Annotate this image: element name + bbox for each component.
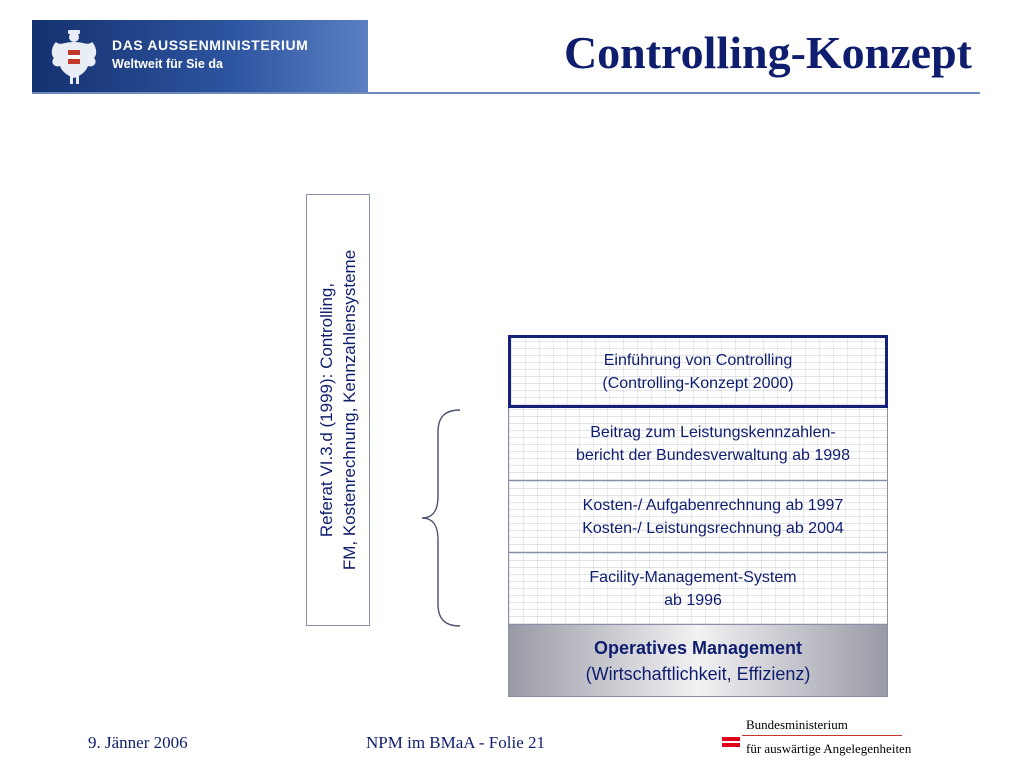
level-facility-management — [508, 553, 888, 625]
level-operative-management — [508, 625, 888, 697]
logo-tagline: Weltweit für Sie da — [112, 57, 223, 71]
footer-date: 9. Jänner 2006 — [88, 733, 188, 752]
department-label — [315, 200, 361, 620]
ministry-divider — [742, 735, 902, 736]
level-performance-indicators — [508, 408, 888, 481]
level-2-line1: Beitrag zum Leistungskennzahlen- — [590, 424, 836, 441]
department-label-line1: Referat VI.3.d (1999): Controlling, — [317, 282, 336, 538]
level-4-line2: ab 1996 — [664, 591, 722, 609]
level-2-line2: bericht der Bundesverwaltung ab 1998 — [576, 447, 850, 464]
department-label-box — [306, 194, 370, 626]
austrian-flag-icon — [722, 737, 740, 751]
level-4-line1: Facility-Management-System — [589, 568, 797, 586]
level-3-line2: Kosten-/ Leistungsrechnung ab 2004 — [582, 519, 844, 537]
level-3-line1: Kosten-/ Aufgabenrechnung ab 1997 — [582, 496, 844, 514]
header-divider — [32, 92, 980, 94]
level-controlling-introduction — [508, 335, 888, 408]
ministry-name-line1: Bundesministerium — [746, 717, 848, 732]
ministry-name-line2: für auswärtige Angelegenheiten — [746, 741, 912, 756]
level-cost-accounting — [508, 481, 888, 553]
level-1-line1: Einführung von Controlling — [603, 351, 793, 369]
level-1-line2: (Controlling-Konzept 2000) — [602, 374, 794, 392]
ministry-logo-banner — [32, 20, 368, 92]
base-subheading: (Wirtschaftlichkeit, Effizienz) — [585, 663, 811, 684]
slide-title: Controlling-Konzept — [563, 27, 972, 78]
footer-slide-number: NPM im BMaA - Folie 21 — [366, 733, 545, 752]
department-label-line2: FM, Kostenrechnung, Kennzahlensysteme — [340, 249, 359, 571]
logo-title: DAS AUSSENMINISTERIUM — [112, 37, 309, 53]
base-heading: Operatives Management — [593, 637, 803, 658]
curly-brace-icon — [420, 408, 464, 628]
controlling-stack — [508, 335, 888, 697]
eagle-coat-of-arms-icon — [46, 28, 102, 86]
